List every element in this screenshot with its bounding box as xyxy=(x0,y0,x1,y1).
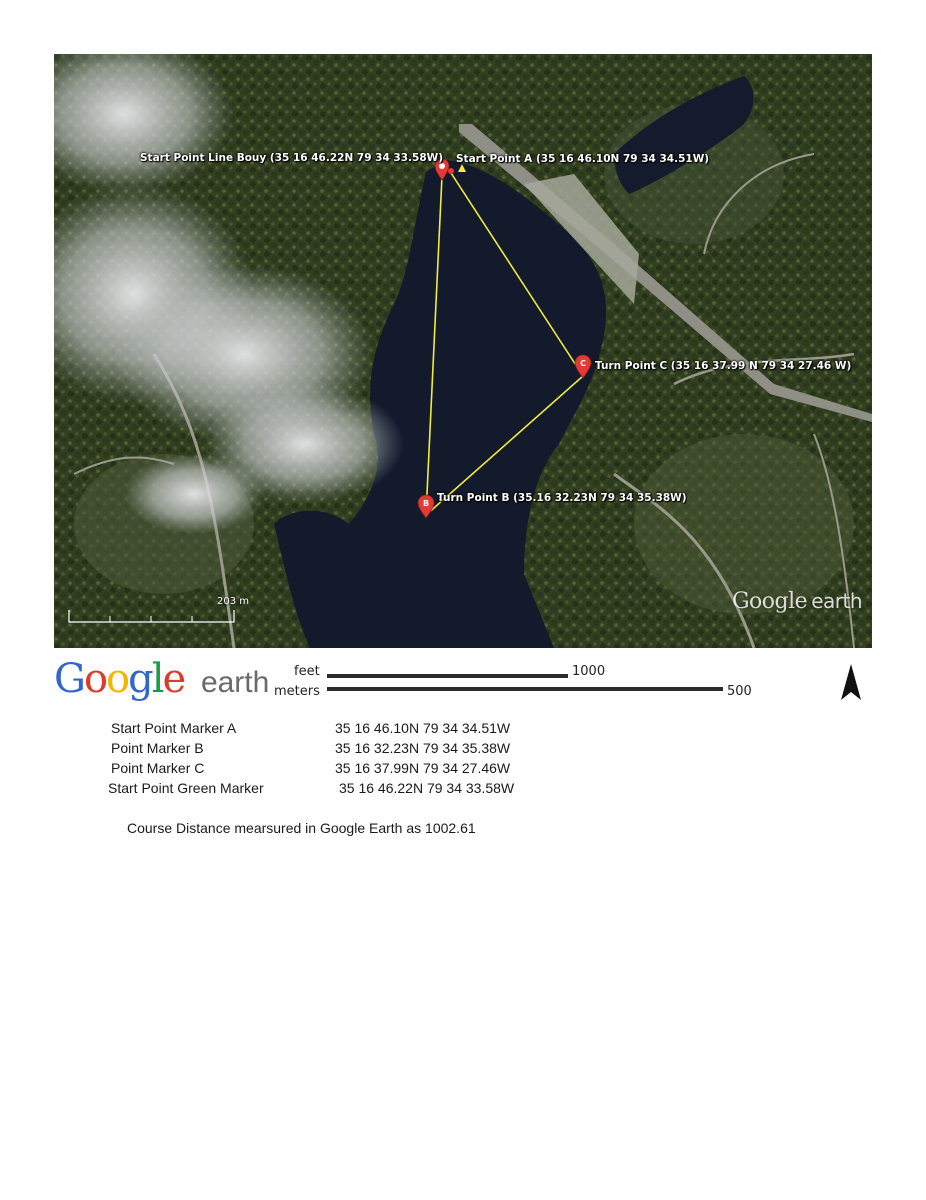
meters-value: 500 xyxy=(727,684,752,699)
feet-scale-bar xyxy=(327,674,568,678)
google-earth-watermark xyxy=(732,589,862,614)
coord-label-a: Start Point Marker A xyxy=(111,720,237,736)
feet-value: 1000 xyxy=(572,664,606,679)
turn-point-b-pin-icon[interactable] xyxy=(417,494,437,522)
satellite-map[interactable] xyxy=(54,54,872,648)
logo-letter: o xyxy=(106,656,129,702)
coord-value-green: 35 16 46.22N 79 34 33.58W xyxy=(339,780,515,796)
logo-google xyxy=(54,656,195,702)
turn-point-c-pin-icon[interactable] xyxy=(574,354,594,382)
start-point-a-label: Start Point A (35 16 46.10N 79 34 34.51W) xyxy=(456,153,710,165)
turn-point-b-label: Turn Point B (35.16 32.23N 79 34 35.38W) xyxy=(437,492,687,504)
coord-value-a: 35 16 46.10N 79 34 34.51W xyxy=(335,720,511,736)
start-line-bouy-label: Start Point Line Bouy (35 16 46.22N 79 34 33.58W) xyxy=(140,152,444,164)
logo-letter: o xyxy=(83,656,107,702)
coord-label-c: Point Marker C xyxy=(111,760,205,776)
map-terrain xyxy=(54,54,872,648)
watermark-earth: earth xyxy=(811,589,862,613)
feet-label: feet xyxy=(294,664,320,679)
watermark-google: Google xyxy=(731,589,808,614)
coord-value-b: 35 16 32.23N 79 34 35.38W xyxy=(335,740,511,756)
coord-value-c: 35 16 37.99N 79 34 27.46W xyxy=(335,760,511,776)
coord-label-b: Point Marker B xyxy=(111,740,204,756)
pin-letter-c: C xyxy=(580,359,586,368)
inset-scale-bar xyxy=(68,606,238,628)
meters-label: meters xyxy=(274,684,320,699)
north-arrow-icon xyxy=(840,662,862,702)
logo-letter: g xyxy=(128,656,152,702)
turn-point-c-label: Turn Point C (35 16 37.99 N 79 34 27.46 W) xyxy=(595,360,852,372)
inset-scale-label: 203 m xyxy=(217,596,250,607)
meters-scale-bar xyxy=(327,687,723,691)
logo-letter: G xyxy=(54,656,84,702)
coord-label-green: Start Point Green Marker xyxy=(108,780,264,796)
logo-letter: l xyxy=(151,656,163,702)
logo-earth: earth xyxy=(200,666,270,699)
google-earth-logo xyxy=(54,656,269,702)
logo-letter: e xyxy=(162,656,185,702)
course-distance-note: Course Distance mearsured in Google Earth as 1002.61 xyxy=(127,820,476,836)
pin-letter-b: B xyxy=(422,499,430,508)
